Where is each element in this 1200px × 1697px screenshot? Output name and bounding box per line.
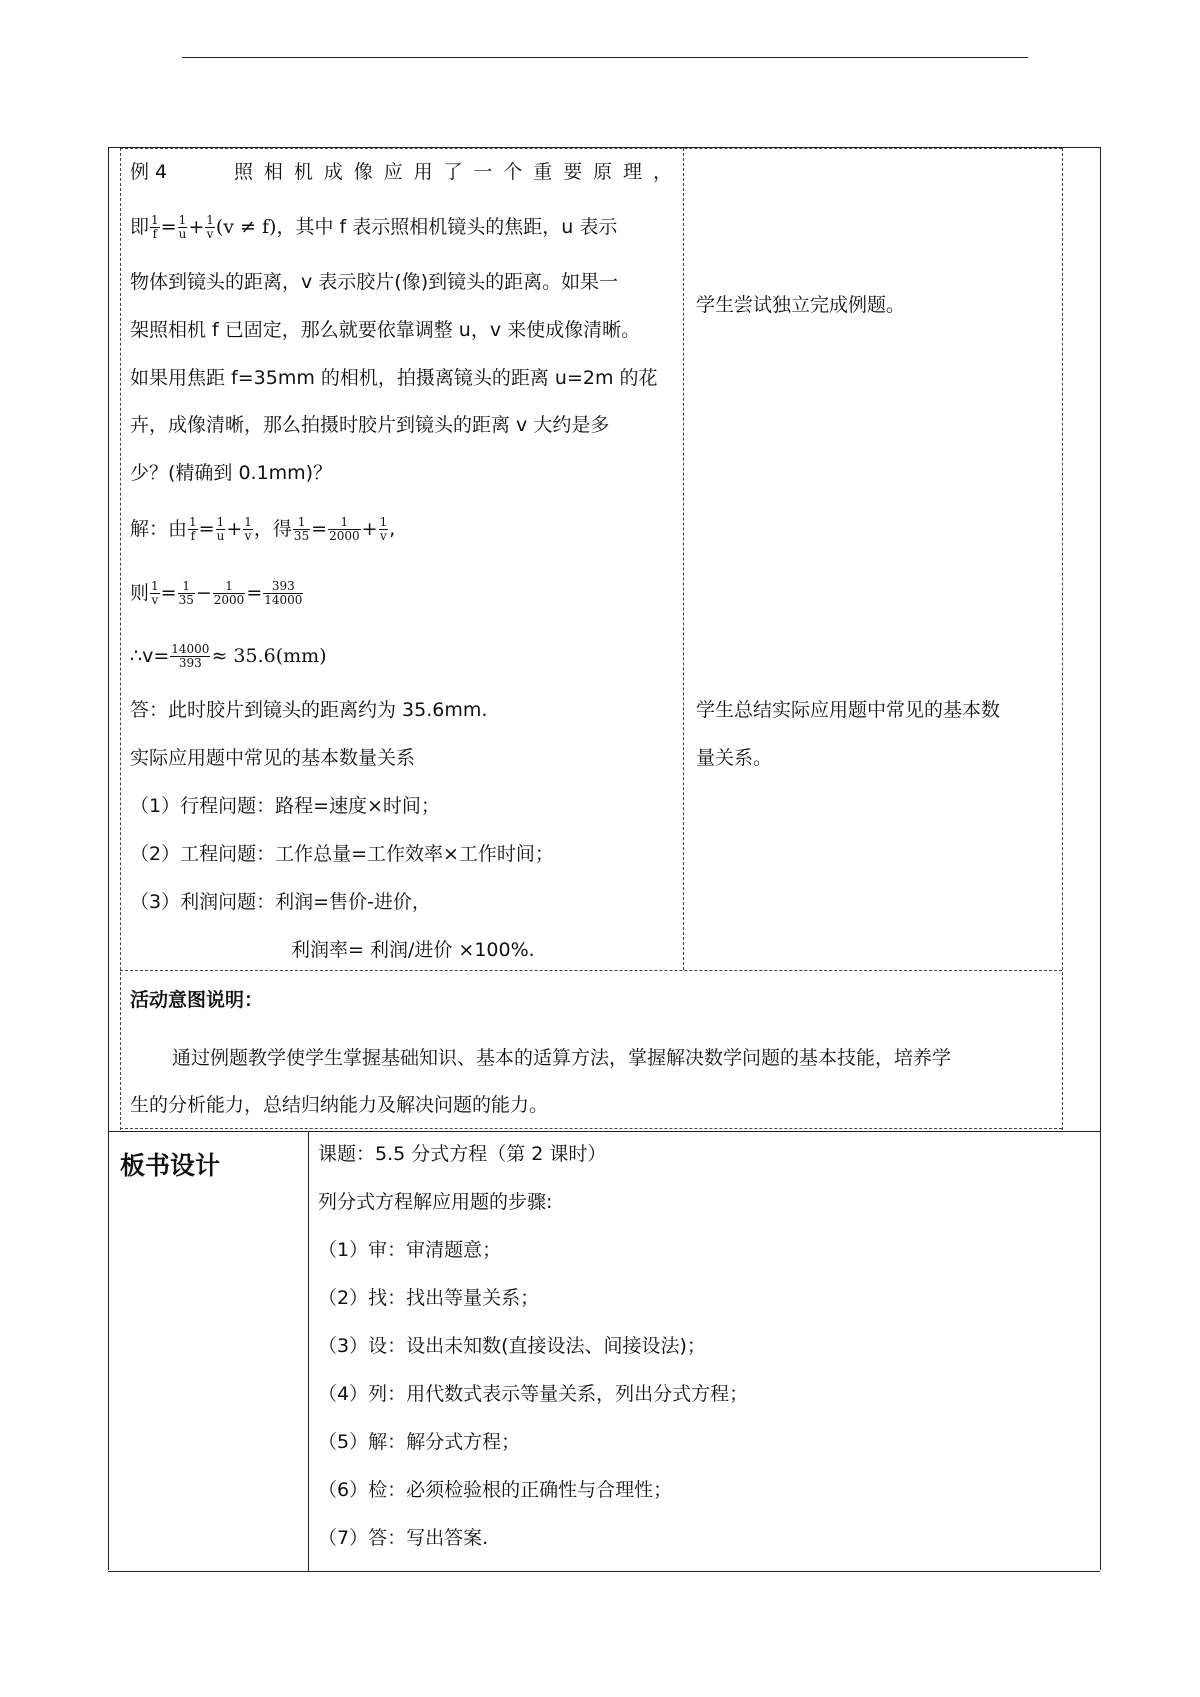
denominator: u	[178, 227, 187, 241]
condition: (v ≠ f)	[215, 216, 277, 238]
plus-sign: +	[361, 518, 378, 540]
inner-top-dash	[120, 148, 1062, 149]
fraction-1-35	[293, 516, 310, 543]
relation-3: （3）利润问题：利润=售价-进价，	[130, 891, 431, 913]
table-right-border	[1100, 147, 1101, 1570]
solution-line-2	[130, 580, 304, 607]
intent-line-1: 通过例题教学使学生掌握基础知识、基本的适算方法，掌握解决数学问题的基本技能，培养学	[172, 1047, 952, 1069]
text-prefix: ∴v=	[130, 645, 170, 667]
denominator: 35	[178, 593, 194, 607]
inner-bottom-dash	[120, 1128, 1062, 1129]
fraction-1-2000	[213, 580, 246, 607]
plus-sign: +	[226, 518, 243, 540]
numerator: 1	[178, 213, 187, 227]
equals-sign: =	[311, 518, 328, 540]
numerator: 1	[178, 580, 195, 594]
equals-sign: =	[160, 582, 177, 604]
relation-4: 利润率= 利润/进价 ×100%.	[291, 939, 535, 961]
inner-left-dash	[120, 148, 121, 1130]
equals-sign: =	[246, 582, 263, 604]
example-line-5: 如果用焦距 f=35mm 的相机，拍摄离镜头的距离 u=2m 的花	[130, 367, 658, 389]
board-step: （4）列：用代数式表示等量关系，列出分式方程；	[318, 1383, 749, 1405]
student-activity-1: 学生尝试独立完成例题。	[696, 294, 906, 316]
equals-sign: =	[198, 518, 215, 540]
fraction-14000-393	[170, 643, 210, 670]
fraction-1-v	[205, 214, 215, 241]
denominator: 2000	[329, 529, 360, 543]
numerator: 14000	[171, 642, 210, 656]
fraction-1-v	[243, 516, 253, 543]
comma: ,	[389, 518, 396, 540]
denominator: v	[244, 529, 252, 543]
numerator: 1	[213, 580, 246, 594]
board-step: （7）答：写出答案.	[318, 1527, 489, 1549]
fraction-1-f	[188, 516, 198, 543]
example-line-6: 卉，成像清晰，那么拍摄时胶片到镜头的距离 v 大约是多	[130, 414, 610, 436]
relations-title: 实际应用题中常见的基本数量关系	[130, 747, 416, 769]
board-step: （2）找：找出等量关系；	[318, 1287, 540, 1309]
board-step: （3）设：设出未知数(直接设法、间接设法)；	[318, 1335, 706, 1357]
denominator: v	[151, 593, 159, 607]
relation-2: （2）工程问题：工作总量=工作效率×工作时间；	[130, 843, 554, 865]
board-topic: 课题：5.5 分式方程（第 2 课时）	[318, 1143, 607, 1165]
fraction-1-2000	[328, 516, 361, 543]
intent-title: 活动意图说明：	[130, 989, 264, 1011]
denominator: v	[206, 227, 214, 241]
plus-sign: +	[188, 216, 205, 238]
numerator: 1	[206, 213, 214, 227]
numerator: 1	[151, 579, 159, 593]
table-left-border	[108, 147, 109, 1570]
answer-line: 答：此时胶片到镜头的距离约为 35.6mm.	[130, 699, 488, 721]
example-line-3: 物体到镜头的距离，v 表示胶片(像)到镜头的距离。如果一	[130, 271, 619, 293]
denominator: 2000	[213, 593, 245, 607]
text: ，得	[253, 518, 292, 540]
relation-1: （1）行程问题：路程=速度×时间；	[130, 795, 440, 817]
inner-right-dash	[1062, 148, 1063, 1130]
fraction-1-u	[216, 516, 226, 543]
column-divider-dash	[683, 148, 684, 970]
example-label: 例 4	[130, 161, 168, 183]
solution-line-1	[130, 516, 395, 543]
denominator: 35	[293, 529, 310, 543]
numerator: 1	[293, 516, 310, 530]
board-step: （1）审：审清题意；	[318, 1239, 502, 1261]
fraction-1-f	[150, 214, 160, 241]
student-activity-2-line-2: 量关系。	[696, 747, 773, 769]
denominator: 393	[178, 656, 202, 670]
intent-top-dash	[120, 970, 1062, 971]
text: ，其中 f 表示照相机镜头的焦距，u 表示	[276, 216, 618, 238]
fraction-1-v	[150, 580, 160, 607]
denominator: f	[152, 227, 158, 241]
numerator: 1	[328, 516, 361, 530]
numerator: 1	[151, 213, 159, 227]
numerator: 1	[216, 515, 225, 529]
intent-line-2: 生的分析能力，总结归纳能力及解决问题的能力。	[130, 1094, 549, 1116]
board-step: （6）检：必须检验根的正确性与合理性；	[318, 1479, 673, 1501]
numerator: 393	[263, 580, 303, 594]
board-label: 板书设计	[120, 1151, 221, 1180]
denominator: v	[379, 529, 387, 543]
denominator: u	[216, 529, 225, 543]
example-line-2	[130, 214, 617, 241]
minus-sign: −	[195, 582, 212, 604]
equals-sign: =	[160, 216, 177, 238]
board-top-border	[108, 1131, 1100, 1132]
example-line-4: 架照相机 f 已固定，那么就要依靠调整 u，v 来使成像清晰。	[130, 319, 641, 341]
solution-line-3	[130, 643, 327, 670]
approx-result: ≈ 35.6(mm)	[211, 645, 327, 667]
numerator: 1	[244, 515, 252, 529]
board-steps-title: 列分式方程解应用题的步骤:	[318, 1191, 553, 1213]
text-prefix: 则	[130, 582, 150, 604]
fraction-1-35	[178, 580, 195, 607]
text-prefix: 解：由	[130, 518, 188, 540]
board-divider	[308, 1131, 309, 1571]
fraction-393-14000	[263, 580, 303, 607]
text-prefix: 即	[130, 216, 150, 238]
header-rule	[182, 57, 1028, 58]
fraction-1-u	[178, 214, 188, 241]
example-line-1: 照相机成像应用了一个重要原理，	[234, 161, 672, 183]
fraction-1-v	[379, 516, 389, 543]
numerator: 1	[189, 515, 197, 529]
board-step: （5）解：解分式方程；	[318, 1431, 521, 1453]
example-line-7: 少？(精确到 0.1mm)？	[130, 462, 333, 484]
denominator: 14000	[264, 593, 303, 607]
student-activity-2-line-1: 学生总结实际应用题中常见的基本数	[696, 699, 1001, 721]
table-bottom-border	[108, 1571, 1100, 1572]
denominator: f	[190, 529, 196, 543]
numerator: 1	[379, 515, 388, 529]
